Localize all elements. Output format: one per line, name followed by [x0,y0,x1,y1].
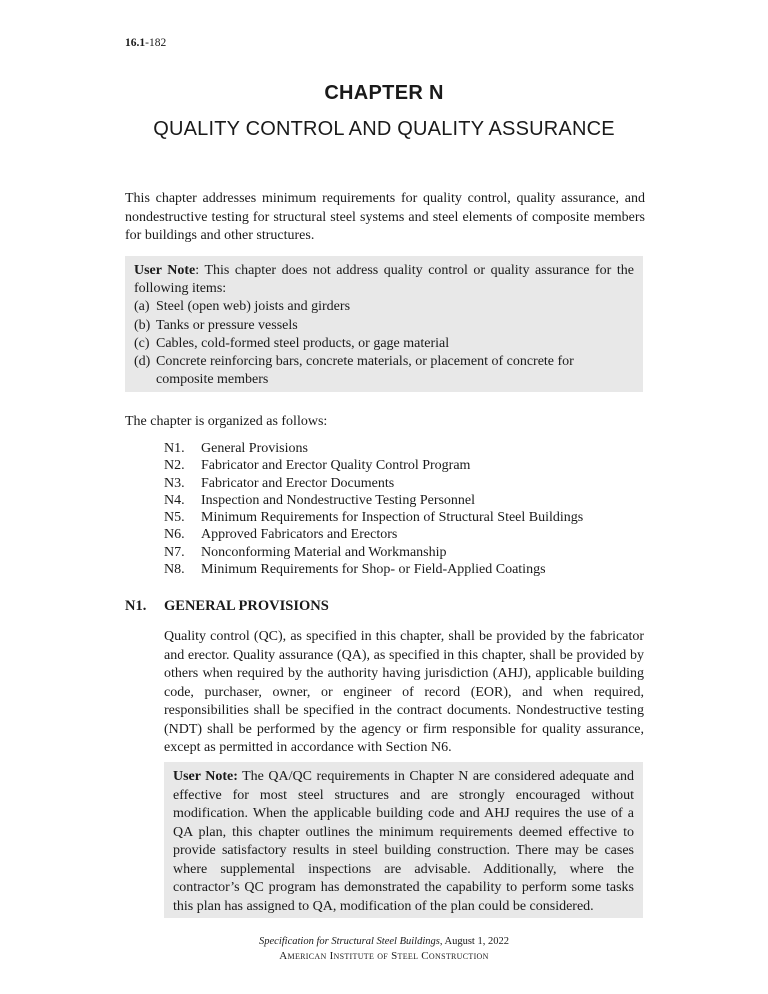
section-list-item [164,440,583,457]
section-title: Minimum Requirements for Shop- or Field-Applied Coatings [201,562,546,578]
page-number [125,37,166,49]
section-code: N8. [164,562,185,578]
user-note-2-body: The QA/QC requirements in Chapter N are considered adequate and effective for most steel structures and are strongly encouraged without modification. When the applicable building code and AHJ requires the use of a QA plan, this chapter outlines the minimum requirements deemed effective to provide satisfactory results in steel building construction. There may be cases where supplemental inspections are advisable. Additionally, where the contractor’s QC program has demonstrated the capability to perform some tasks this plan has assigned to QA, modification of the plan could be considered. [173,769,634,914]
section-code: N6. [164,527,185,543]
user-note-list [134,298,634,389]
footer-date: , August 1, 2022 [439,936,509,947]
section-title: Approved Fabricators and Erectors [201,527,398,543]
user-note-label: User Note [134,263,196,278]
section-list-item [164,509,583,526]
section-list-item [164,544,583,561]
section-list-item [164,526,583,543]
section-title: Fabricator and Erector Quality Control Program [201,458,471,474]
section-list-item [164,561,583,578]
section-title: Nonconforming Material and Workmanship [201,544,447,560]
section-heading-title: GENERAL PROVISIONS [164,598,329,614]
list-item-text: Tanks or pressure vessels [156,317,298,333]
user-note-text [134,262,634,298]
section-code: N3. [164,475,185,491]
section-list [164,440,583,578]
section-code: N4. [164,492,185,508]
section-list-item [164,457,583,474]
section-title: Fabricator and Erector Documents [201,475,395,491]
list-marker: (c) [134,335,150,351]
section-body: Quality control (QC), as specified in this chapter, shall be provided by the fabricator and erector. Quality assurance (QA), as specified in this chapter, shall be provided by others when required by the authority having jurisdiction (AHJ), applicable building code, purchaser, owner, or engineer of record (EOR), and when required, responsibilities shall be specified in the contract documents. Nondestructive testing (NDT) shall be performed by the agency or firm responsible for quality assurance, except as permitted in accordance with Section N6. [164,629,644,755]
list-marker: (d) [134,354,151,370]
list-item [134,317,634,335]
list-item [134,335,634,353]
footer-spec-title: Specification for Structural Steel Buildings [259,936,440,947]
page-number-suffix: -182 [145,37,167,49]
footer-spec [0,936,768,947]
section-title: General Provisions [201,441,308,456]
list-marker: (a) [134,299,150,315]
footer-publisher: American Institute of Steel Construction [279,950,489,962]
organization-intro: The chapter is organized as follows: [125,414,328,429]
section-heading-number: N1. [125,598,147,614]
list-item-text: Cables, cold-formed steel products, or gage material [156,335,450,351]
user-note-box [125,256,643,392]
section-code: N2. [164,458,185,474]
section-list-item [164,475,583,492]
user-note-body: : This chapter does not address quality control or quality assurance for the following items: [134,263,634,297]
section-code: N1. [164,441,185,456]
section-title: Inspection and Nondestructive Testing Personnel [201,492,476,508]
list-item [134,298,634,316]
list-item-text: Steel (open web) joists and girders [156,299,351,315]
user-note-2-text [173,768,634,916]
page-number-prefix: 16.1 [125,37,146,49]
user-note-2-label: User Note: [173,769,238,784]
section-heading [125,598,329,615]
user-note-box-2 [164,762,643,918]
list-item-text: Concrete reinforcing bars, concrete materials, or placement of concrete for composite members [156,354,574,388]
intro-paragraph: This chapter addresses minimum requirements for quality control, quality assurance, and nondestructive testing for structural steel systems and steel elements of composite members for buildings and other structures. [125,191,645,243]
section-list-item [164,492,583,509]
chapter-number: CHAPTER N [324,82,444,104]
list-item [134,353,634,389]
section-code: N5. [164,510,185,526]
section-title: Minimum Requirements for Inspection of Structural Steel Buildings [201,510,584,526]
section-code: N7. [164,544,185,560]
list-marker: (b) [134,317,151,333]
chapter-title: QUALITY CONTROL AND QUALITY ASSURANCE [153,118,615,140]
